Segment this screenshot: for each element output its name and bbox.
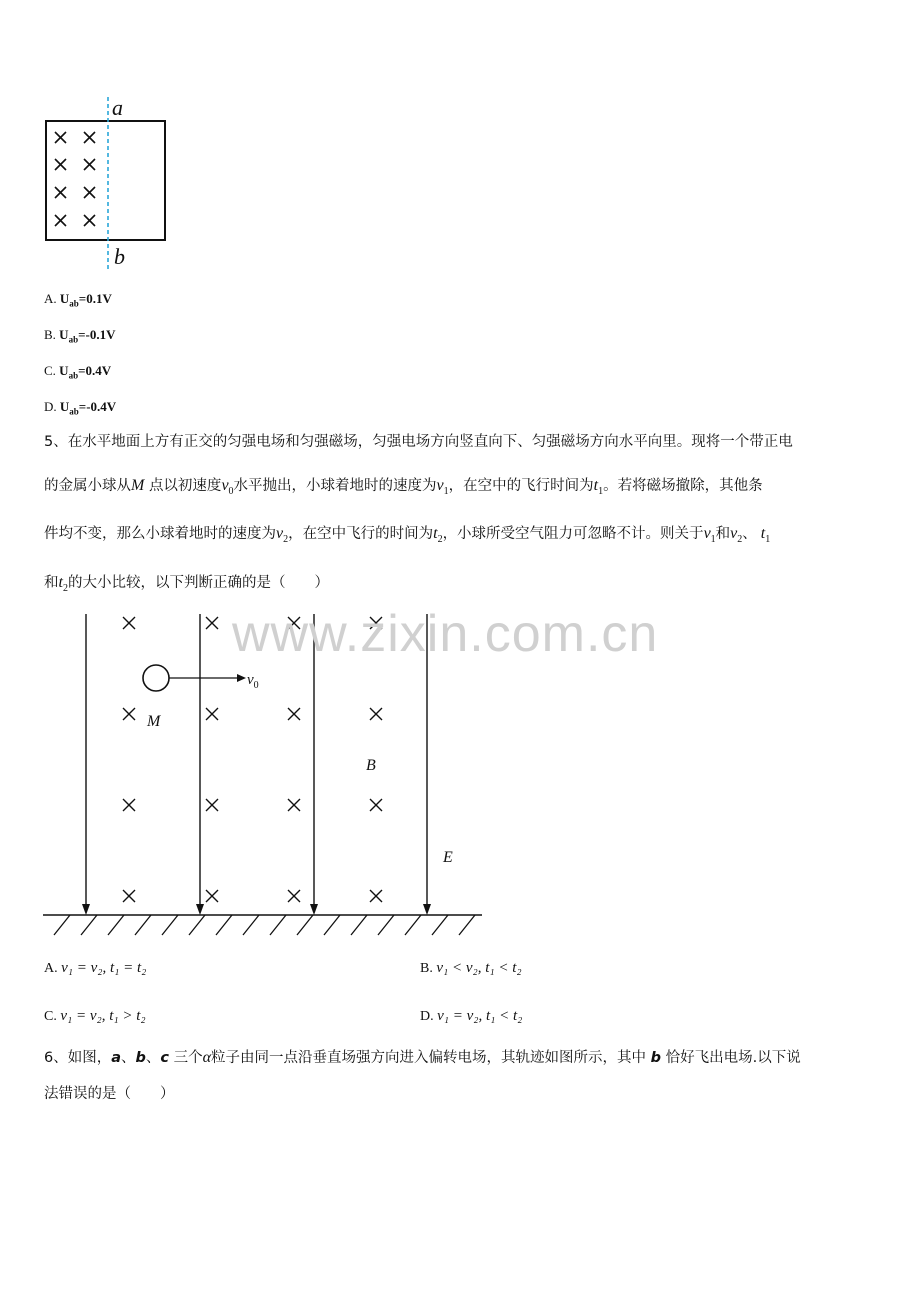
q5-line-3: 件均不变，那么小球着地时的速度为$v_2$，在空中飞行的时间为$t_2$，小球所受空气阻力可忽略不计。则关于$v_1$和$v_2$、 $t_1$ [44,525,771,546]
field-arrowheads [82,904,431,915]
q4-option-c: C. $U_{ab}=0.4V$ [44,363,112,381]
q6-line-1: 6、如图，a、b、c 三个α粒子由同一点沿垂直场强方向进入偏转电场，其轨迹如图所示，其中 b 恰好飞出电场.以下说 [44,1049,801,1066]
label-M: M [147,713,161,730]
svg-text:v0: $v_0$ [247,672,259,691]
label-b: b [114,244,125,269]
label-a: a [112,95,123,120]
ball-M [143,665,169,691]
watermark: www.zixin.com.cn [232,605,659,663]
q5-line-1: 5、在水平地面上方有正交的匀强电场和匀强磁场，匀强电场方向竖直向下、匀强磁场方向水平向里。现将一个带正电 [44,434,793,450]
q5-line-4: 和$t_2$的大小比较，以下判断正确的是（ ） [44,574,329,595]
q5-option-c: C. v₁ = v₂, t₁ > t₂ [44,1008,146,1024]
q6-line-2: 法错误的是（ ） [44,1086,175,1102]
q4-option-b: B. $U_{ab}=-0.1V$ [44,327,116,345]
figure-square-field [40,92,180,277]
q5-option-b: B. v₁ < v₂, t₁ < t₂ [420,960,522,976]
q5-option-a: A. v₁ = v₂, t₁ = t₂ [44,960,147,976]
ground-hatching [54,915,475,935]
q5-line-2: 的金属小球从M 点以初速度$v_0$水平抛出，小球着地时的速度为$v_1$，在空中的飞行时间为$t_1$。若将磁场撤除，其他条 [44,477,763,498]
q4-option-a: A. $U_{ab}=0.1V$ [44,291,112,309]
q4-option-d: D. $U_{ab}=-0.4V$ [44,399,117,417]
q5-option-d: D. v₁ = v₂, t₁ < t₂ [420,1008,523,1024]
square-frame [46,121,165,240]
label-B: B [366,757,376,774]
field-crosses [55,132,95,226]
label-E: E [443,849,453,866]
